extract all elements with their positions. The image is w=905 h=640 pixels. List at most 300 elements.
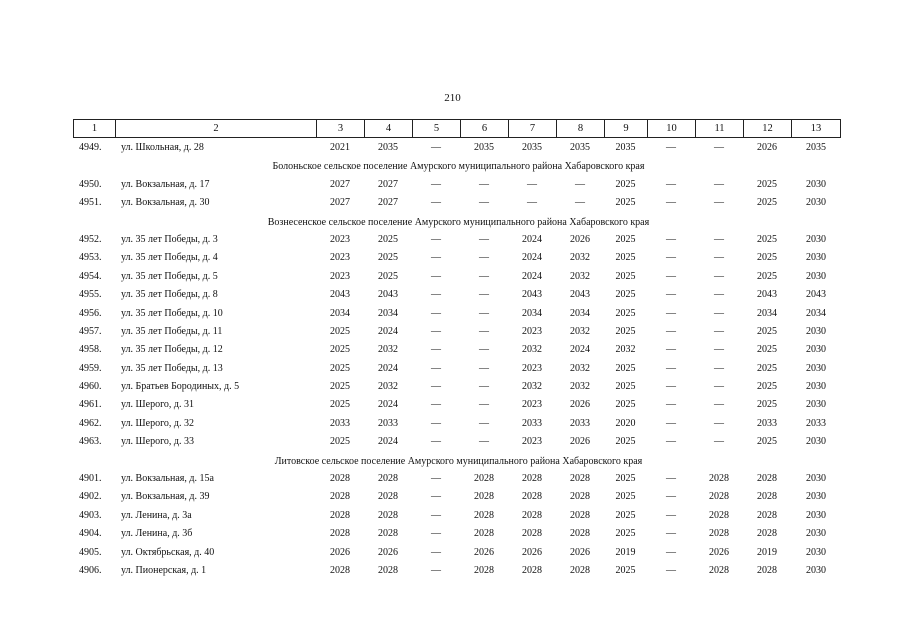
year-cell: 2023 — [522, 399, 542, 411]
year-cell: 2035 — [806, 142, 826, 153]
year-cell: 2025 — [615, 436, 636, 448]
year-cell: 2028 — [570, 491, 590, 503]
year-cell: 2026 — [378, 546, 398, 558]
year-cell: 2021 — [330, 142, 350, 153]
row-number-cell: 4958. — [79, 344, 102, 356]
year-cell: — — [666, 252, 676, 264]
year-cell: — — [666, 142, 676, 153]
year-cell: — — [431, 436, 441, 448]
row-number-cell: 4955. — [79, 289, 102, 301]
year-cell: 2027 — [330, 178, 350, 190]
year-cell: — — [666, 307, 676, 319]
year-cell: — — [714, 252, 724, 264]
year-cell: 2032 — [570, 325, 590, 337]
column-number: 7 — [509, 120, 557, 138]
year-cell: 2030 — [806, 473, 826, 485]
column-number: 11 — [696, 120, 744, 138]
year-cell: — — [575, 197, 585, 209]
year-cell: — — [431, 178, 441, 190]
year-cell: 2043 — [522, 289, 542, 301]
table-row — [73, 361, 844, 379]
year-cell: 2025 — [330, 344, 350, 356]
year-cell: 2025 — [757, 270, 777, 282]
year-cell: — — [666, 546, 676, 558]
year-cell: 2032 — [378, 344, 398, 356]
year-cell: — — [666, 325, 676, 337]
year-cell: 2026 — [330, 546, 350, 558]
address-cell: ул. 35 лет Победы, д. 13 — [121, 362, 223, 374]
year-cell: 2025 — [615, 362, 636, 374]
table-row — [73, 526, 844, 544]
year-cell: 2035 — [378, 142, 398, 153]
year-cell: 2028 — [330, 564, 350, 576]
year-cell: 2030 — [806, 528, 826, 540]
year-cell: 2033 — [757, 417, 777, 429]
year-cell: 2028 — [757, 564, 777, 576]
year-cell: 2026 — [474, 546, 494, 558]
year-cell: — — [431, 362, 441, 374]
address-cell: ул. 35 лет Победы, д. 11 — [121, 325, 223, 337]
year-cell: — — [431, 528, 441, 540]
address-cell: ул. Вокзальная, д. 30 — [121, 197, 210, 209]
year-cell: 2026 — [522, 546, 542, 558]
year-cell: 2025 — [757, 233, 777, 245]
year-cell: 2028 — [757, 509, 777, 521]
year-cell: — — [431, 252, 441, 264]
year-cell: — — [714, 142, 724, 153]
year-cell: — — [714, 178, 724, 190]
year-cell: 2025 — [378, 252, 398, 264]
year-cell: 2025 — [615, 233, 636, 245]
year-cell: 2026 — [570, 436, 590, 448]
year-cell: 2024 — [570, 344, 590, 356]
year-cell: 2024 — [522, 233, 542, 245]
year-cell: 2030 — [806, 399, 826, 411]
column-number: 2 — [116, 120, 317, 138]
year-cell: — — [527, 178, 537, 190]
year-cell: — — [431, 142, 441, 153]
year-cell: 2032 — [615, 344, 636, 356]
year-cell: 2023 — [330, 270, 350, 282]
year-cell: 2033 — [330, 417, 350, 429]
row-number-cell: 4901. — [79, 473, 102, 485]
year-cell: 2027 — [330, 197, 350, 209]
year-cell: — — [714, 233, 724, 245]
year-cell: — — [575, 178, 585, 190]
year-cell: — — [479, 399, 489, 411]
year-cell: 2034 — [757, 307, 777, 319]
address-cell: ул. 35 лет Победы, д. 12 — [121, 344, 223, 356]
year-cell: — — [666, 362, 676, 374]
year-cell: 2030 — [806, 197, 826, 209]
address-cell: ул. Октябрьская, д. 40 — [121, 546, 215, 558]
year-cell: — — [714, 197, 724, 209]
row-number-cell: 4904. — [79, 528, 102, 540]
year-cell: 2025 — [757, 325, 777, 337]
year-cell: 2028 — [522, 491, 542, 503]
table-body — [73, 140, 844, 581]
table-row — [73, 434, 844, 452]
year-cell: — — [479, 362, 489, 374]
year-cell: 2030 — [806, 325, 826, 337]
year-cell: 2032 — [570, 381, 590, 393]
year-cell: 2028 — [330, 509, 350, 521]
year-cell: — — [479, 233, 489, 245]
year-cell: — — [714, 436, 724, 448]
year-cell: 2034 — [378, 307, 398, 319]
year-cell: 2025 — [615, 399, 636, 411]
table-row — [73, 416, 844, 434]
year-cell: 2030 — [806, 344, 826, 356]
address-cell: ул. Шерого, д. 32 — [121, 417, 195, 429]
year-cell: 2028 — [474, 473, 494, 485]
year-cell: 2028 — [330, 473, 350, 485]
year-cell: 2043 — [570, 289, 590, 301]
year-cell: 2028 — [378, 473, 398, 485]
year-cell: 2025 — [330, 381, 350, 393]
row-number-cell: 4905. — [79, 546, 102, 558]
year-cell: — — [431, 270, 441, 282]
row-number-cell: 4951. — [79, 197, 102, 209]
row-number-cell: 4952. — [79, 233, 102, 245]
year-cell: 2028 — [330, 528, 350, 540]
year-cell: 2025 — [615, 178, 636, 190]
column-number: 3 — [317, 120, 365, 138]
year-cell: 2025 — [615, 307, 636, 319]
year-cell: 2030 — [806, 252, 826, 264]
year-cell: 2025 — [615, 564, 636, 576]
year-cell: 2028 — [709, 491, 729, 503]
row-number-cell: 4949. — [79, 142, 102, 153]
year-cell: — — [714, 417, 724, 429]
year-cell: 2024 — [522, 252, 542, 264]
year-cell: 2028 — [522, 564, 542, 576]
year-cell: 2025 — [757, 252, 777, 264]
year-cell: — — [431, 307, 441, 319]
address-cell: ул. 35 лет Победы, д. 3 — [121, 233, 218, 245]
year-cell: 2030 — [806, 270, 826, 282]
year-cell: 2026 — [709, 546, 729, 558]
year-cell: 2028 — [522, 509, 542, 521]
year-cell: 2028 — [474, 509, 494, 521]
year-cell: — — [431, 399, 441, 411]
row-number-cell: 4906. — [79, 564, 102, 576]
year-cell: 2025 — [757, 381, 777, 393]
year-cell: — — [431, 344, 441, 356]
address-cell: ул. Ленина, д. 3б — [121, 528, 193, 540]
row-number-cell: 4963. — [79, 436, 102, 448]
address-cell: ул. Шерого, д. 31 — [121, 399, 195, 411]
year-cell: 2025 — [378, 270, 398, 282]
year-cell: — — [666, 473, 676, 485]
year-cell: 2028 — [570, 473, 590, 485]
year-cell: 2035 — [615, 142, 636, 153]
year-cell: 2028 — [378, 528, 398, 540]
year-cell: 2028 — [709, 528, 729, 540]
address-cell: ул. 35 лет Победы, д. 4 — [121, 252, 218, 264]
year-cell: — — [431, 564, 441, 576]
column-number: 12 — [744, 120, 792, 138]
year-cell: 2033 — [806, 417, 826, 429]
year-cell: 2043 — [757, 289, 777, 301]
year-cell: — — [479, 381, 489, 393]
column-number: 6 — [461, 120, 509, 138]
row-number-cell: 4956. — [79, 307, 102, 319]
year-cell: — — [666, 436, 676, 448]
year-cell: — — [431, 233, 441, 245]
table-row — [73, 287, 844, 305]
column-number: 13 — [792, 120, 841, 138]
year-cell: 2032 — [570, 270, 590, 282]
year-cell: — — [666, 233, 676, 245]
address-cell: ул. Вокзальная, д. 39 — [121, 491, 210, 503]
year-cell: 2025 — [757, 344, 777, 356]
year-cell: — — [431, 417, 441, 429]
year-cell: 2027 — [378, 178, 398, 190]
year-cell: 2025 — [615, 325, 636, 337]
section-heading: Болоньское сельское поселение Амурского муниципального района Хабаровского края — [272, 161, 645, 173]
year-cell: 2023 — [330, 252, 350, 264]
year-cell: 2030 — [806, 178, 826, 190]
year-cell: 2026 — [757, 142, 777, 153]
address-cell: ул. Ленина, д. 3а — [121, 509, 192, 521]
year-cell: — — [666, 381, 676, 393]
year-cell: — — [666, 197, 676, 209]
year-cell: — — [479, 289, 489, 301]
year-cell: 2024 — [378, 399, 398, 411]
address-cell: ул. 35 лет Победы, д. 8 — [121, 289, 218, 301]
year-cell: 2026 — [570, 399, 590, 411]
year-cell: 2032 — [522, 381, 542, 393]
address-cell: ул. 35 лет Победы, д. 10 — [121, 307, 223, 319]
year-cell: — — [666, 270, 676, 282]
table-row — [73, 232, 844, 250]
address-cell: ул. Пионерская, д. 1 — [121, 564, 207, 576]
column-number: 5 — [413, 120, 461, 138]
year-cell: 2043 — [806, 289, 826, 301]
year-cell: — — [479, 178, 489, 190]
year-cell: 2035 — [474, 142, 494, 153]
year-cell: 2023 — [522, 325, 542, 337]
row-number-cell: 4957. — [79, 325, 102, 337]
year-cell: 2025 — [615, 252, 636, 264]
table-row — [73, 140, 844, 158]
table-row — [73, 177, 844, 195]
year-cell: 2032 — [570, 362, 590, 374]
year-cell: 2025 — [615, 509, 636, 521]
year-cell: 2035 — [522, 142, 542, 153]
row-number-cell: 4953. — [79, 252, 102, 264]
year-cell: — — [714, 289, 724, 301]
year-cell: 2028 — [709, 473, 729, 485]
year-cell: 2019 — [757, 546, 777, 558]
table-row — [73, 471, 844, 489]
address-cell: ул. Школьная, д. 28 — [121, 142, 204, 153]
year-cell: 2034 — [806, 307, 826, 319]
year-cell: 2033 — [570, 417, 590, 429]
table-row — [73, 379, 844, 397]
column-number: 8 — [557, 120, 605, 138]
year-cell: 2025 — [330, 325, 350, 337]
year-cell: — — [714, 344, 724, 356]
row-number-cell: 4954. — [79, 270, 102, 282]
year-cell: 2023 — [522, 362, 542, 374]
table-row — [73, 324, 844, 342]
year-cell: 2023 — [330, 233, 350, 245]
year-cell: — — [431, 491, 441, 503]
year-cell: 2043 — [378, 289, 398, 301]
year-cell: 2025 — [757, 399, 777, 411]
year-cell: — — [479, 270, 489, 282]
address-cell: ул. Вокзальная, д. 15а — [121, 473, 214, 485]
year-cell: 2043 — [330, 289, 350, 301]
table-row — [73, 250, 844, 268]
year-cell: 2032 — [570, 252, 590, 264]
year-cell: 2028 — [709, 564, 729, 576]
year-cell: — — [714, 270, 724, 282]
year-cell: — — [714, 362, 724, 374]
year-cell: 2024 — [378, 325, 398, 337]
year-cell: 2025 — [378, 233, 398, 245]
year-cell: 2025 — [757, 436, 777, 448]
year-cell: — — [666, 417, 676, 429]
year-cell: 2030 — [806, 546, 826, 558]
year-cell: — — [666, 399, 676, 411]
row-number-cell: 4962. — [79, 417, 102, 429]
year-cell: 2034 — [330, 307, 350, 319]
table-row — [73, 489, 844, 507]
year-cell: 2025 — [330, 399, 350, 411]
year-cell: — — [666, 564, 676, 576]
year-cell: 2035 — [570, 142, 590, 153]
year-cell: 2025 — [330, 436, 350, 448]
table-row — [73, 306, 844, 324]
table-row — [73, 342, 844, 360]
year-cell: 2025 — [330, 362, 350, 374]
year-cell: 2025 — [615, 289, 636, 301]
year-cell: 2024 — [378, 436, 398, 448]
year-cell: — — [431, 473, 441, 485]
year-cell: 2025 — [615, 381, 636, 393]
year-cell: 2030 — [806, 436, 826, 448]
table-row — [73, 397, 844, 415]
year-cell: 2032 — [378, 381, 398, 393]
year-cell: — — [714, 325, 724, 337]
year-cell: 2028 — [570, 528, 590, 540]
year-cell: 2023 — [522, 436, 542, 448]
year-cell: — — [479, 307, 489, 319]
year-cell: 2025 — [615, 197, 636, 209]
year-cell: 2026 — [570, 546, 590, 558]
address-cell: ул. 35 лет Победы, д. 5 — [121, 270, 218, 282]
year-cell: — — [431, 381, 441, 393]
column-number: 1 — [74, 120, 116, 138]
year-cell: 2030 — [806, 509, 826, 521]
year-cell: 2025 — [757, 178, 777, 190]
year-cell: 2025 — [757, 197, 777, 209]
page-number: 210 — [444, 92, 461, 104]
year-cell: 2034 — [522, 307, 542, 319]
year-cell: — — [479, 417, 489, 429]
year-cell: 2028 — [570, 564, 590, 576]
year-cell: 2026 — [570, 233, 590, 245]
year-cell: — — [666, 528, 676, 540]
year-cell: — — [431, 197, 441, 209]
year-cell: 2028 — [378, 491, 398, 503]
year-cell: — — [479, 197, 489, 209]
column-number: 9 — [605, 120, 648, 138]
table-row — [73, 563, 844, 581]
row-number-cell: 4959. — [79, 362, 102, 374]
year-cell: 2028 — [474, 491, 494, 503]
year-cell: 2025 — [757, 362, 777, 374]
year-cell: 2028 — [474, 564, 494, 576]
table-row — [73, 195, 844, 213]
year-cell: — — [479, 436, 489, 448]
year-cell: — — [431, 289, 441, 301]
address-cell: ул. Шерого, д. 33 — [121, 436, 195, 448]
year-cell: — — [666, 289, 676, 301]
year-cell: 2028 — [378, 564, 398, 576]
year-cell: 2025 — [615, 270, 636, 282]
year-cell: — — [666, 491, 676, 503]
table-row — [73, 269, 844, 287]
year-cell: 2025 — [615, 473, 636, 485]
section-heading: Вознесенское сельское поселение Амурского муниципального района Хабаровского края — [267, 216, 650, 228]
row-number-cell: 4950. — [79, 178, 102, 190]
year-cell: 2030 — [806, 362, 826, 374]
year-cell: 2025 — [615, 528, 636, 540]
year-cell: 2028 — [709, 509, 729, 521]
year-cell: 2030 — [806, 233, 826, 245]
year-cell: 2024 — [378, 362, 398, 374]
table-row — [73, 545, 844, 563]
year-cell: 2033 — [522, 417, 542, 429]
year-cell: — — [714, 399, 724, 411]
year-cell: — — [714, 307, 724, 319]
year-cell: 2024 — [522, 270, 542, 282]
year-cell: 2028 — [522, 528, 542, 540]
year-cell: 2030 — [806, 491, 826, 503]
row-number-cell: 4961. — [79, 399, 102, 411]
year-cell: 2028 — [757, 473, 777, 485]
year-cell: 2025 — [615, 491, 636, 503]
year-cell: 2020 — [615, 417, 636, 429]
table-row — [73, 508, 844, 526]
year-cell: — — [431, 325, 441, 337]
year-cell: 2028 — [474, 528, 494, 540]
address-cell: ул. Братьев Бородиных, д. 5 — [121, 381, 240, 393]
year-cell: — — [479, 325, 489, 337]
year-cell: 2028 — [570, 509, 590, 521]
year-cell: — — [479, 252, 489, 264]
year-cell: 2030 — [806, 564, 826, 576]
year-cell: 2032 — [522, 344, 542, 356]
year-cell: 2027 — [378, 197, 398, 209]
year-cell: — — [666, 178, 676, 190]
column-header-table — [73, 119, 841, 138]
address-cell: ул. Вокзальная, д. 17 — [121, 178, 210, 190]
year-cell: — — [431, 546, 441, 558]
year-cell: — — [666, 509, 676, 521]
year-cell: — — [527, 197, 537, 209]
year-cell: 2028 — [757, 491, 777, 503]
column-number: 4 — [365, 120, 413, 138]
year-cell: — — [714, 381, 724, 393]
year-cell: 2019 — [615, 546, 636, 558]
year-cell: 2028 — [378, 509, 398, 521]
row-number-cell: 4903. — [79, 509, 102, 521]
